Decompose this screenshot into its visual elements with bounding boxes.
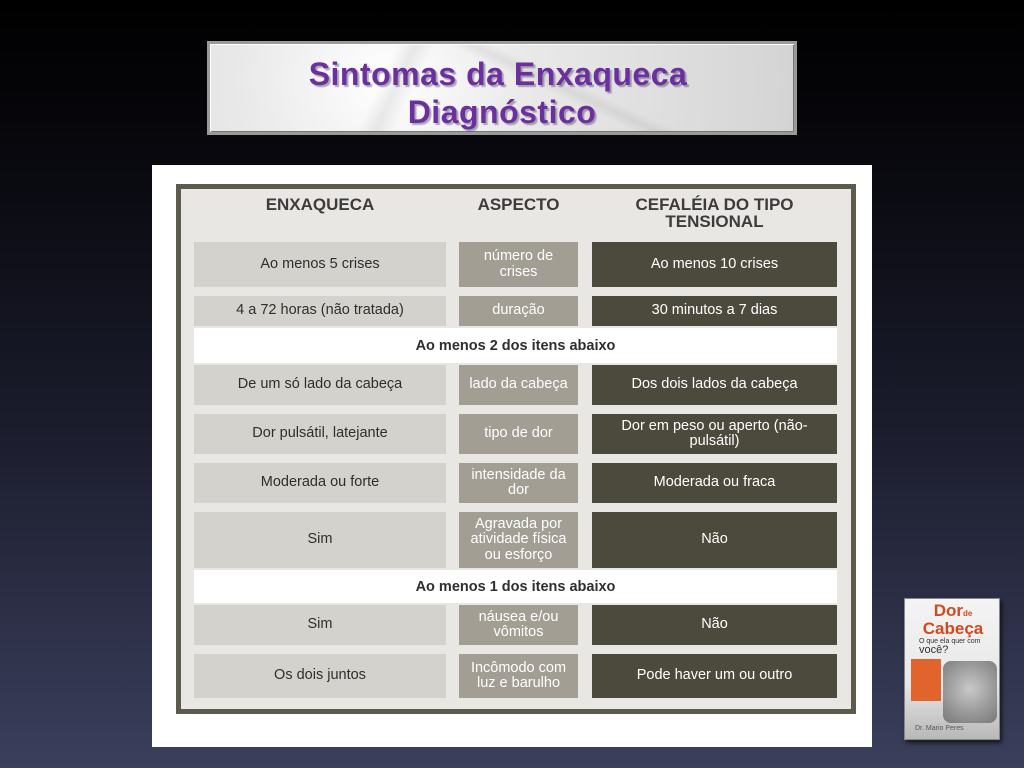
cell-aspecto-duracao: duração <box>459 296 578 326</box>
cell-aspecto-crises: número de crises <box>459 242 578 287</box>
title-banner <box>207 41 797 135</box>
book-title-de: de <box>962 609 973 618</box>
book-subtitle-a: O que ela <box>919 638 950 645</box>
book-cover-image <box>904 598 1000 740</box>
cell-tensional-nausea: Não <box>592 605 837 645</box>
book-subtitle <box>919 638 997 656</box>
cell-aspecto-atividade: Agravada por atividade física ou esforço <box>459 512 578 568</box>
cell-tensional-tipo: Dor em peso ou aperto (não-pulsátil) <box>592 414 837 454</box>
cell-enxaqueca-intensidade: Moderada ou forte <box>194 463 446 503</box>
cell-enxaqueca-luz: Os dois juntos <box>194 654 446 698</box>
title-line-2: Diagnóstico <box>407 94 597 130</box>
cell-tensional-lado: Dos dois lados da cabeça <box>592 365 837 405</box>
cell-enxaqueca-duracao: 4 a 72 horas (não tratada) <box>194 296 446 326</box>
book-subtitle-b: quer <box>951 638 966 645</box>
cell-enxaqueca-atividade: Sim <box>194 512 446 568</box>
cell-enxaqueca-crises: Ao menos 5 crises <box>194 242 446 287</box>
band-pelo-menos-2: Ao menos 2 dos itens abaixo <box>194 328 837 363</box>
header-tensional <box>592 196 837 230</box>
header-tensional-line1: CEFALÉIA DO TIPO <box>635 195 794 214</box>
book-title-line2: Cabeça <box>922 619 984 638</box>
header-enxaqueca: ENXAQUECA <box>265 195 375 214</box>
cell-enxaqueca-nausea: Sim <box>194 605 446 645</box>
header-tensional-line2: TENSIONAL <box>665 212 764 231</box>
book-subtitle-c: com <box>967 638 981 645</box>
cell-aspecto-intensidade: intensidade da dor <box>459 463 578 503</box>
header-aspecto: ASPECTO <box>477 195 560 214</box>
cell-tensional-intensidade: Moderada ou fraca <box>592 463 837 503</box>
band-pelo-menos-1: Ao menos 1 dos itens abaixo <box>194 570 837 603</box>
cell-enxaqueca-lado: De um só lado da cabeça <box>194 365 446 405</box>
cell-aspecto-nausea: náusea e/ou vômitos <box>459 605 578 645</box>
title-line-1: Sintomas da Enxaqueca <box>308 56 688 92</box>
book-photo <box>943 661 997 723</box>
book-author: Dr. Mario Peres <box>915 725 964 732</box>
cell-tensional-duracao: 30 minutos a 7 dias <box>592 296 837 326</box>
cell-aspecto-lado: lado da cabeça <box>459 365 578 405</box>
cell-enxaqueca-tipo: Dor pulsátil, latejante <box>194 414 446 454</box>
cell-tensional-luz: Pode haver um ou outro <box>592 654 837 698</box>
cell-tensional-atividade: Não <box>592 512 837 568</box>
book-title <box>909 603 997 636</box>
book-title-line1: Dor <box>933 601 963 620</box>
cell-tensional-crises: Ao menos 10 crises <box>592 242 837 287</box>
book-subtitle-d: você? <box>919 644 949 656</box>
cell-aspecto-tipo: tipo de dor <box>459 414 578 454</box>
book-orange-box <box>911 659 941 701</box>
cell-aspecto-luz: Incômodo com luz e barulho <box>459 654 578 698</box>
